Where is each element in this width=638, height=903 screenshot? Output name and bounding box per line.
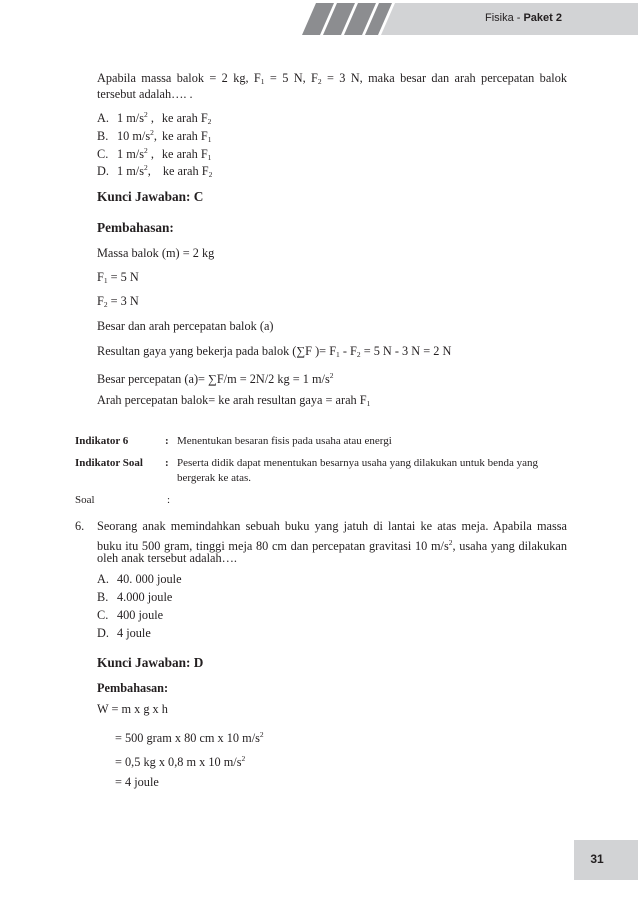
indicator-6-text: Menentukan besaran fisis pada usaha atau energi	[177, 435, 392, 447]
q5-discussion-title: Pembahasan:	[97, 220, 174, 235]
indicator-6-colon: :	[165, 435, 169, 447]
page-number: 31	[590, 852, 604, 866]
q6-stem-line-2: buku itu 500 gram, tinggi meja 80 cm dan percepatan gravitasi 10 $m/s^2$, usaha yang dilakukan	[97, 538, 567, 553]
header-title: Fisika - Paket 2	[484, 12, 562, 24]
indicator-6-label: Indikator 6	[75, 435, 129, 447]
q6-work-line-2: = 500 gram x 80 cm x 10 $m/s^2$	[115, 730, 264, 745]
q5-option-a: A. 1 $m/s^2$ , ke arah $F_2$	[97, 110, 212, 126]
q5-besar-line: Besar dan arah percepatan balok (a)	[97, 319, 274, 333]
q5-stem-line-2: tersebut adalah…. .	[97, 87, 193, 101]
soal-label: Soal	[75, 494, 95, 506]
q6-work-line-3: = 0,5 kg x 0,8 m x 10 $m/s^2$	[115, 754, 246, 769]
q5-mass-line: Massa balok (m) = 2 kg	[97, 246, 215, 260]
q6-number: 6.	[75, 519, 85, 533]
q5-stem-line-1: Apabila massa balok = 2 kg, $F_1 = 5$ N, $F_2 = 3$ N, maka besar dan arah percepatan balok	[97, 71, 567, 86]
q5-direction-line: Arah percepatan balok= ke arah resultan gaya = arah $F_1$	[97, 393, 371, 408]
q6-option-d: D. 4 joule	[97, 626, 151, 640]
q5-option-b: B. 10 $m/s^2$, ke arah $F_1$	[97, 128, 212, 144]
indicator-soal-text-1: Peserta didik dapat menentukan besarnya usaha yang dilakukan untuk benda yang	[177, 457, 539, 469]
page-number-box	[574, 840, 638, 880]
q6-discussion-title: Pembahasan:	[97, 681, 169, 695]
q5-f1-line: $F_1 = 5$ N	[97, 270, 139, 285]
q5-answer-key: Kunci Jawaban: C	[97, 189, 204, 204]
q6-option-a: A. 40. 000 joule	[97, 572, 182, 586]
indicator-soal-text-2: bergerak ke atas.	[177, 472, 252, 484]
q5-option-d: D. 1 $m/s^2$, ke arah $F_2$	[97, 163, 213, 179]
indicator-soal-colon: :	[165, 457, 169, 469]
q6-work-line-1: W = m x g x h	[97, 702, 168, 716]
q5-option-c: C. 1 $m/s^2$ , ke arah $F_1$	[97, 146, 212, 162]
q5-acceleration-line: Besar percepatan (a)= ∑F/m = 2N/2 kg = 1 $m/s^2$	[97, 371, 334, 386]
q6-option-c: C. 400 joule	[97, 608, 164, 622]
q5-resultant-line: Resultan gaya yang bekerja pada balok (∑F )= $F_1 - F_2 = 5$ N - 3 N = 2 N	[97, 344, 452, 359]
q6-option-b: B. 4.000 joule	[97, 590, 173, 604]
q6-work-line-4: = 4 joule	[115, 775, 159, 789]
q6-stem-line-3: oleh anak tersebut adalah….	[97, 551, 237, 565]
q6-stem-line-1: Seorang anak memindahkan sebuah buku yang jatuh di lantai ke atas meja. Apabila massa	[97, 519, 567, 533]
indicator-soal-label: Indikator Soal	[75, 457, 143, 469]
q5-f2-line: $F_2 = 3$ N	[97, 294, 139, 309]
q6-answer-key: Kunci Jawaban: D	[97, 655, 204, 670]
soal-colon: :	[167, 494, 171, 506]
